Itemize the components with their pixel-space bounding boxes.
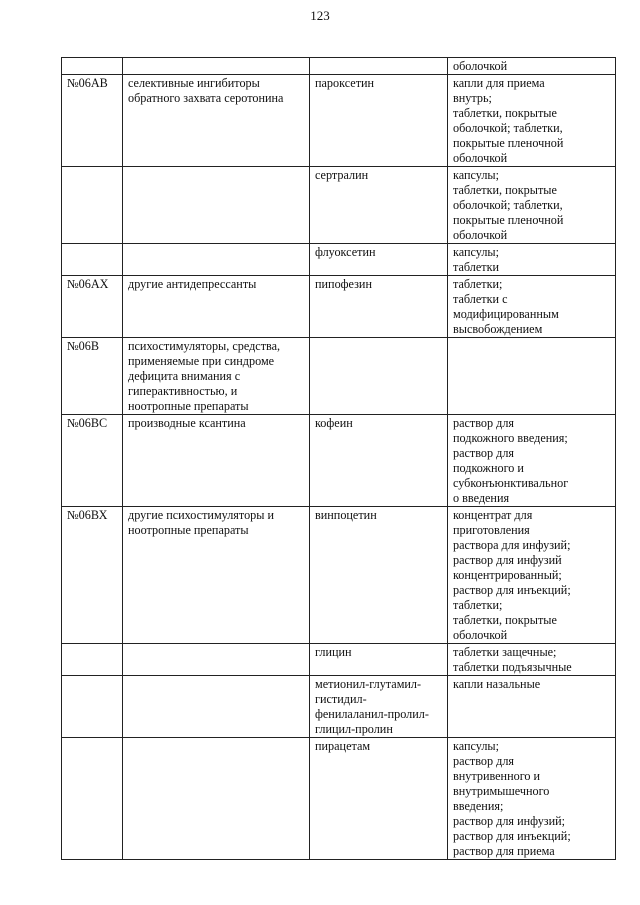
group-name-line: селективные ингибиторы xyxy=(128,76,260,90)
group-name-cell xyxy=(123,244,310,276)
drug-name-cell xyxy=(310,276,448,338)
dosage-form-cell xyxy=(448,338,616,415)
dosage-form-line: внутримышечного xyxy=(453,784,550,798)
drug-name-cell xyxy=(310,75,448,167)
dosage-form-line: раствор для xyxy=(453,754,515,768)
dosage-form-line: оболочкой; таблетки, xyxy=(453,198,563,212)
group-name-cell xyxy=(123,75,310,167)
dosage-form-line: таблетки защечные; xyxy=(453,645,557,659)
dosage-form-line: капли для приема xyxy=(453,76,545,90)
group-name-cell xyxy=(123,507,310,644)
drug-name-line: фенилаланил-пролил- xyxy=(315,707,429,721)
dosage-form-line: таблетки; xyxy=(453,277,503,291)
group-name-cell xyxy=(123,415,310,507)
drug-name-line: гистидил- xyxy=(315,692,367,706)
dosage-form-line: раствор для инфузий; xyxy=(453,814,566,828)
dosage-form-line: таблетки, покрытые xyxy=(453,106,557,120)
dosage-form-line: покрытые пленочной xyxy=(453,136,564,150)
drug-name-line: пипофезин xyxy=(315,277,372,291)
dosage-form-line: о введения xyxy=(453,491,510,505)
dosage-form-line: высвобождением xyxy=(453,322,543,336)
drug-name-cell xyxy=(310,244,448,276)
dosage-form-line: модифицированным xyxy=(453,307,559,321)
drug-name-line: метионил-глутамил- xyxy=(315,677,422,691)
group-name-cell xyxy=(123,676,310,738)
table-row xyxy=(62,167,616,244)
dosage-form-line: оболочкой xyxy=(453,228,508,242)
dosage-form-line: капсулы; xyxy=(453,245,499,259)
group-name-line: ноотропные препараты xyxy=(128,399,249,413)
atc-code-cell: №06АХ xyxy=(62,276,123,338)
drug-list-table xyxy=(61,57,616,860)
dosage-form-cell xyxy=(448,58,616,75)
dosage-form-line: оболочкой xyxy=(453,59,508,73)
group-name-line: производные ксантина xyxy=(128,416,246,430)
dosage-form-line: подкожного введения; xyxy=(453,431,568,445)
table-row xyxy=(62,738,616,860)
dosage-form-line: капли назальные xyxy=(453,677,541,691)
group-name-cell xyxy=(123,644,310,676)
drug-name-line: кофеин xyxy=(315,416,353,430)
drug-name-cell xyxy=(310,338,448,415)
dosage-form-line: оболочкой; таблетки, xyxy=(453,121,563,135)
table-row xyxy=(62,507,616,644)
dosage-form-line: внутрь; xyxy=(453,91,492,105)
drug-name-cell xyxy=(310,415,448,507)
dosage-form-line: концентрированный; xyxy=(453,568,562,582)
group-name-line: другие антидепрессанты xyxy=(128,277,257,291)
group-name-cell xyxy=(123,738,310,860)
dosage-form-line: таблетки, покрытые xyxy=(453,183,557,197)
group-name-line: применяемые при синдроме xyxy=(128,354,275,368)
group-name-cell xyxy=(123,167,310,244)
group-name-line: дефицита внимания с xyxy=(128,369,241,383)
table-row xyxy=(62,58,616,75)
dosage-form-line: покрытые пленочной xyxy=(453,213,564,227)
dosage-form-line: раствор для приема xyxy=(453,844,555,858)
drug-name-line: флуоксетин xyxy=(315,245,376,259)
group-name-line: обратного захвата серотонина xyxy=(128,91,284,105)
dosage-form-line: раствор для инфузий xyxy=(453,553,562,567)
drug-name-cell xyxy=(310,644,448,676)
drug-name-cell xyxy=(310,507,448,644)
dosage-form-line: оболочкой xyxy=(453,151,508,165)
drug-name-line: глицин xyxy=(315,645,352,659)
dosage-form-cell xyxy=(448,276,616,338)
dosage-form-cell xyxy=(448,644,616,676)
drug-name-line: сертралин xyxy=(315,168,369,182)
group-name-line: другие психостимуляторы и xyxy=(128,508,275,522)
dosage-form-line: таблетки подъязычные xyxy=(453,660,572,674)
table-row xyxy=(62,644,616,676)
atc-code-cell: №06АВ xyxy=(62,75,123,167)
atc-code-cell xyxy=(62,244,123,276)
table-row xyxy=(62,415,616,507)
dosage-form-cell xyxy=(448,507,616,644)
drug-name-cell xyxy=(310,676,448,738)
dosage-form-cell xyxy=(448,676,616,738)
dosage-form-line: таблетки; xyxy=(453,598,503,612)
atc-code-cell xyxy=(62,738,123,860)
atc-code-cell xyxy=(62,58,123,75)
dosage-form-line: раствор для инъекций; xyxy=(453,583,571,597)
table-row xyxy=(62,338,616,415)
atc-code-cell xyxy=(62,167,123,244)
table-row xyxy=(62,676,616,738)
dosage-form-line: концентрат для xyxy=(453,508,533,522)
table-row xyxy=(62,75,616,167)
dosage-form-line: таблетки с xyxy=(453,292,508,306)
dosage-form-line: раствор для xyxy=(453,446,515,460)
dosage-form-line: субконъюнктивальног xyxy=(453,476,569,490)
dosage-form-line: подкожного и xyxy=(453,461,524,475)
dosage-form-cell xyxy=(448,244,616,276)
dosage-form-line: таблетки, покрытые xyxy=(453,613,557,627)
atc-code-cell: №06В xyxy=(62,338,123,415)
dosage-form-cell xyxy=(448,75,616,167)
table-row xyxy=(62,244,616,276)
group-name-line: гиперактивностью, и xyxy=(128,384,238,398)
dosage-form-line: капсулы; xyxy=(453,739,499,753)
group-name-line: ноотропные препараты xyxy=(128,523,249,537)
drug-name-line: пароксетин xyxy=(315,76,375,90)
table-row xyxy=(62,276,616,338)
dosage-form-line: приготовления xyxy=(453,523,530,537)
group-name-cell xyxy=(123,276,310,338)
drug-name-line: винпоцетин xyxy=(315,508,377,522)
dosage-form-line: оболочкой xyxy=(453,628,508,642)
dosage-form-cell xyxy=(448,415,616,507)
atc-code-cell: №06ВХ xyxy=(62,507,123,644)
group-name-cell xyxy=(123,58,310,75)
drug-name-cell xyxy=(310,167,448,244)
group-name-cell xyxy=(123,338,310,415)
atc-code-cell xyxy=(62,644,123,676)
page-number: 123 xyxy=(310,8,330,23)
drug-name-line: пирацетам xyxy=(315,739,371,753)
dosage-form-cell xyxy=(448,167,616,244)
dosage-form-line: раствор для инъекций; xyxy=(453,829,571,843)
atc-code-cell xyxy=(62,676,123,738)
drug-name-cell xyxy=(310,58,448,75)
dosage-form-line: таблетки xyxy=(453,260,500,274)
dosage-form-line: раствор для xyxy=(453,416,515,430)
group-name-line: психостимуляторы, средства, xyxy=(128,339,281,353)
dosage-form-line: введения; xyxy=(453,799,504,813)
dosage-form-line: раствора для инфузий; xyxy=(453,538,571,552)
drug-name-line: глицил-пролин xyxy=(315,722,393,736)
drug-name-cell xyxy=(310,738,448,860)
dosage-form-line: внутривенного и xyxy=(453,769,541,783)
dosage-form-line: капсулы; xyxy=(453,168,499,182)
dosage-form-cell xyxy=(448,738,616,860)
atc-code-cell: №06ВС xyxy=(62,415,123,507)
